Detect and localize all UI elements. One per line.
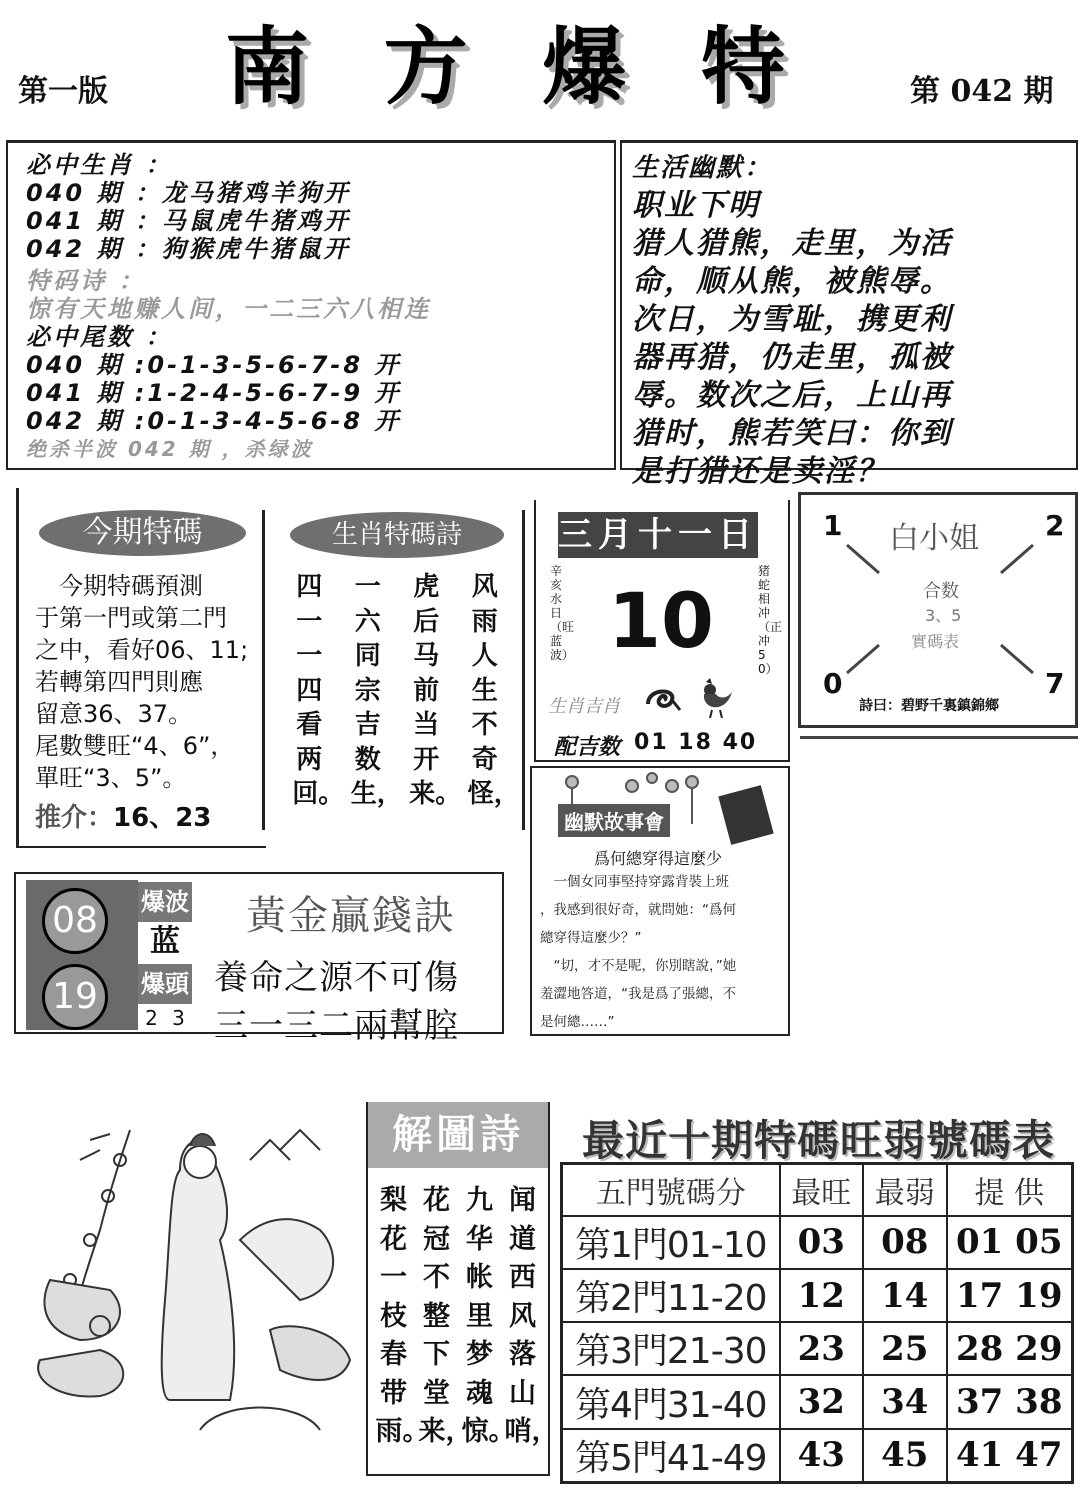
corner-number: 7 [1045,667,1065,700]
story-line: 羞澀地答道，“我是爲了張總，不 [540,986,736,1002]
poem-column: 一六同宗吉数生， [350,572,403,809]
table-header-cell: 最旺 [780,1164,864,1216]
story-panel [530,766,790,1036]
jinqi-recommend [19,802,266,834]
snake-icon [642,680,682,716]
corner-number: 1 [823,509,843,542]
table-cell: 第5門41-49 [562,1429,780,1483]
calendar-left-note: 辛亥水日（旺蓝波） [550,564,575,662]
divider [522,510,525,830]
bixiao-line: 040 期 ：龙马猪鸡羊狗开 [26,179,351,207]
humor-panel [620,140,1078,489]
table-header-cell: 提 供 [947,1164,1073,1216]
bixiao-line: 041 期 ：马鼠虎牛猪鸡开 [26,207,351,235]
weishu-title: 必中尾数 ： [26,323,173,351]
poem-column: 花冠不整下堂来， [418,1185,473,1447]
masthead-char: 南 [225,17,310,116]
number-ball: 08 [42,888,108,954]
table-cell: 23 [780,1322,864,1375]
recommend-label: 推介： [35,803,114,833]
sum-note: 實碼表 [911,632,960,651]
jinqi-line: 今期特碼預測 [35,572,203,600]
sum-value: 3、5 [925,606,962,625]
story-line: 一個女同事堅持穿露背裝上班 [540,874,729,890]
jinqi-line: 留意36、37。 [35,700,193,728]
table-cell: 01 05 [947,1216,1073,1269]
jinqi-panel [16,488,266,848]
masthead-char: 爆 [542,17,627,116]
table-header-row [562,1164,1073,1216]
issue-number: 第 042 期 [910,74,1054,109]
jinqi-header: 今期特碼 [39,510,246,556]
table-row [562,1216,1073,1269]
lucky-numbers-label: 配吉数 [554,735,621,760]
table-cell: 第1門01-10 [562,1216,780,1269]
poem-column: 风雨人生不奇怪， [467,572,520,809]
divider [262,510,265,830]
golden-panel [14,872,504,1046]
corner-number: 0 [823,667,843,700]
sum-label: 合数 [923,581,959,602]
scholar-illustration [20,1100,360,1480]
table-cell: 34 [863,1375,947,1428]
number-ball: 19 [42,964,108,1030]
bixiao-line: 042 期 ：狗猴虎牛猪鼠开 [26,235,351,263]
table-cell: 第2門11-20 [562,1269,780,1322]
lucky-numbers-row [554,730,784,761]
label-box: 爆頭 [138,964,192,1004]
poem-columns [368,1168,559,1452]
humor-line: 职业下明 [632,188,760,223]
story-line: 總穿得這麼少？” [540,930,642,946]
table-cell: 17 19 [947,1269,1073,1322]
table-title: 最近十期特碼旺弱號碼表 [582,1116,1056,1165]
humor-line: 猎人猎熊，走里，为活 [632,226,952,261]
recommend-value: 16、23 [113,803,212,833]
humor-line: 次日，为雪耻，携更利 [632,302,952,337]
golden-line: 養命之源不可傷 [214,958,459,998]
table-row [562,1269,1073,1322]
divider [800,736,1078,739]
calendar-panel [534,500,790,762]
poem-column: 九华帐里梦魂惊。 [461,1185,516,1447]
masthead-title [225,0,785,116]
masthead-char: 特 [700,17,785,116]
shengxiao-poem-header: 生肖特碼詩 [290,512,504,558]
golden-title: 黃金贏錢訣 [246,893,456,939]
jinqi-line: 若轉第四門則應 [35,668,203,696]
table-cell: 32 [780,1375,864,1428]
humor-line: 猎时，熊若笑曰：你到 [632,416,952,451]
story-line: ，我感到很好奇，就問她：“爲何 [540,902,736,918]
story-line: 是何總……” [540,1014,615,1030]
table-header-cell: 五門號碼分 [562,1164,780,1216]
calendar-day: 10 [608,576,714,665]
weishu-line: 041 期 :1-2-4-5-6-7-9 开 [26,379,402,407]
color-value: 蓝 [150,924,180,959]
jinqi-line: 于第一門或第二門 [35,604,227,632]
humor-line: 器再猎，仍走里，孤被 [632,340,952,375]
table-cell: 03 [780,1216,864,1269]
lucky-numbers: 01 18 40 [634,730,758,755]
golden-line: 三一三二兩幫腔 [214,1006,459,1046]
baixiaojie-title: 白小姐 [889,521,979,556]
poem-column: 闻道西风落山哨， [504,1185,559,1447]
edition-label: 第一版 [18,74,108,109]
poem-column: 虎后马前当开来。 [409,572,462,809]
table-row [562,1375,1073,1428]
weishu-line: 042 期 :0-1-3-4-5-6-8 开 [26,407,402,435]
table-cell: 第4門31-40 [562,1375,780,1428]
table-row [562,1429,1073,1483]
humor-title: 生活幽默： [632,153,773,183]
bixiao-panel [6,140,616,470]
jietu-header: 解圖詩 [368,1102,548,1168]
baixiaojie-footer: 詩曰：碧野千裏鎮錦鄉 [859,698,999,714]
humor-line: 命，顺从熊，被熊辱。 [632,264,952,299]
number-table [560,1162,1074,1484]
weishu-line: 040 期 :0-1-3-5-6-7-8 开 [26,351,402,379]
baixiaojie-panel [798,492,1078,728]
poem-title: 特码诗 ： [26,267,146,295]
bixiao-title: 必中生肖 ： [26,151,173,179]
poem-line: 惊有天地赚人间，一二三六八相连 [26,295,431,323]
jinqi-line: 單旺“3、5”。 [35,764,187,792]
table-cell: 25 [863,1322,947,1375]
jinqi-line: 尾數雙旺“4、6”， [35,732,235,760]
humor-line: 辱。数次之后，上山再 [632,378,952,413]
poem-column: 梨花一枝春带雨。 [375,1185,430,1447]
calendar-date-header: 三月十一日 [558,512,758,558]
bixiao-footer: 绝杀半波 042 期 ，杀绿波 [26,437,314,461]
table-row [562,1322,1073,1375]
label-box: 爆波 [138,882,192,922]
masthead-char: 方 [383,17,468,116]
table-cell: 08 [863,1216,947,1269]
lucky-animals-label: 生肖吉肖 [548,696,620,717]
corner-number: 2 [1045,509,1065,542]
table-cell: 45 [863,1429,947,1483]
heads-value: 2 3 [145,1006,189,1030]
table-cell: 14 [863,1269,947,1322]
table-cell: 第3門21-30 [562,1322,780,1375]
table-cell: 41 47 [947,1429,1073,1483]
table-cell: 43 [780,1429,864,1483]
table-header-cell: 最弱 [863,1164,947,1216]
jietu-panel [366,1102,559,1476]
story-body [540,868,784,1036]
table-cell: 28 29 [947,1322,1073,1375]
shengxiao-poem-panel [272,504,522,834]
story-title: 爲何總穿得這麼少 [594,849,723,868]
humor-line: 是打猎还是卖淫？ [632,454,888,489]
calendar-right-note: 猪蛇相冲（正冲50） [758,564,783,676]
table-cell: 12 [780,1269,864,1322]
jinqi-line: 之中，看好06、11; [35,636,249,664]
story-header: 幽默故事會 [558,804,670,837]
rooster-icon [696,676,736,718]
poem-column: 四一一四看两回。 [292,572,345,809]
story-line: “切，才不是呢，你別瞎說，”她 [540,958,737,974]
table-cell: 37 38 [947,1375,1073,1428]
poem-columns [272,570,522,812]
